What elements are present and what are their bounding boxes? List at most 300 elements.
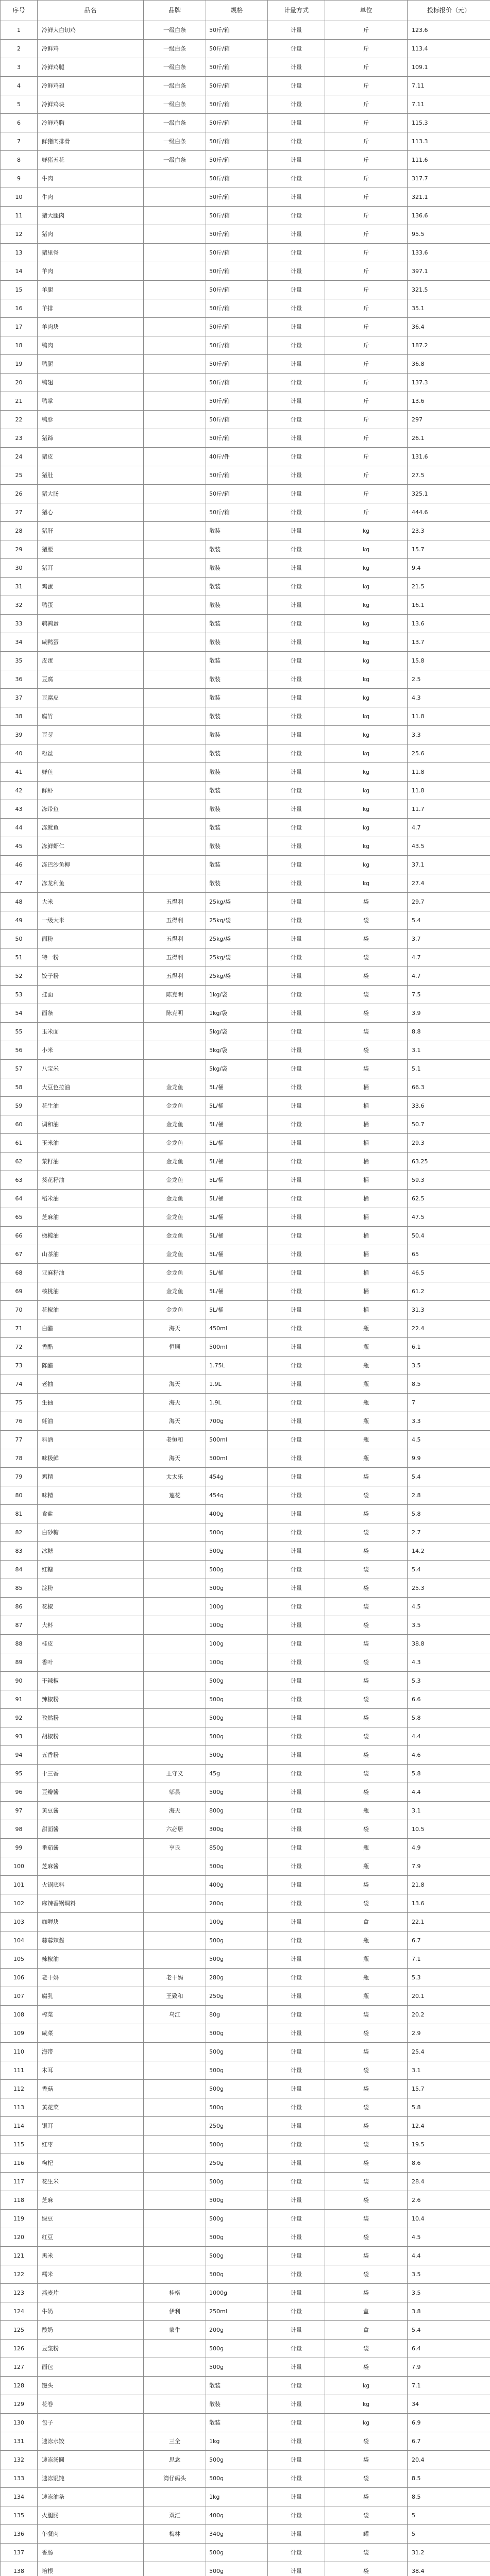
cell-name: 芝麻	[38, 2191, 144, 2210]
cell-brand: 蒙牛	[144, 2321, 206, 2340]
table-row	[1, 1468, 490, 1486]
cell-price: 27.5	[408, 466, 490, 485]
cell-brand: 湾仔码头	[144, 2469, 206, 2488]
cell-price: 13.6	[408, 392, 490, 411]
cell-name: 枸杞	[38, 2154, 144, 2173]
table-row	[1, 2469, 490, 2488]
cell-measure: 计量	[268, 2506, 325, 2525]
cell-brand: 一级白条	[144, 40, 206, 58]
cell-price: 21.5	[408, 578, 490, 596]
cell-measure: 计量	[268, 1486, 325, 1505]
cell-measure: 计量	[268, 1523, 325, 1542]
table-row	[1, 893, 490, 911]
cell-no: 96	[1, 1783, 38, 1802]
table-row	[1, 1041, 490, 1060]
cell-unit: 袋	[325, 1653, 408, 1672]
cell-no: 69	[1, 1282, 38, 1301]
cell-no: 54	[1, 1004, 38, 1023]
cell-name: 鸭翅	[38, 374, 144, 392]
cell-no: 4	[1, 77, 38, 95]
cell-measure: 计量	[268, 336, 325, 355]
cell-spec: 50斤/箱	[206, 58, 268, 77]
cell-price: 3.1	[408, 1802, 490, 1820]
cell-name: 猪皮	[38, 448, 144, 466]
cell-measure: 计量	[268, 1857, 325, 1876]
cell-measure: 计量	[268, 1561, 325, 1579]
cell-measure: 计量	[268, 1375, 325, 1394]
cell-unit: 袋	[325, 1765, 408, 1783]
cell-no: 85	[1, 1579, 38, 1598]
cell-spec: 454g	[206, 1468, 268, 1486]
table-row	[1, 40, 490, 58]
cell-brand	[144, 578, 206, 596]
cell-brand	[144, 392, 206, 411]
cell-price: 6.6	[408, 1690, 490, 1709]
cell-spec: 500g	[206, 2098, 268, 2117]
cell-price: 7.9	[408, 2358, 490, 2377]
cell-measure: 计量	[268, 670, 325, 689]
cell-price: 10.5	[408, 1820, 490, 1839]
table-row	[1, 2340, 490, 2358]
table-row	[1, 559, 490, 578]
table-row	[1, 2414, 490, 2432]
cell-brand: 一级白条	[144, 132, 206, 151]
cell-spec: 100g	[206, 1653, 268, 1672]
cell-price: 137.3	[408, 374, 490, 392]
cell-name: 羊肉块	[38, 318, 144, 336]
cell-price: 4.4	[408, 2247, 490, 2265]
cell-measure: 计量	[268, 1616, 325, 1635]
cell-spec: 1.9L	[206, 1375, 268, 1394]
cell-spec: 500g	[206, 1709, 268, 1727]
cell-price: 6.7	[408, 2432, 490, 2451]
cell-spec: 50斤/箱	[206, 151, 268, 170]
cell-no: 71	[1, 1319, 38, 1338]
cell-brand	[144, 559, 206, 578]
cell-unit: 袋	[325, 1820, 408, 1839]
cell-unit: 斤	[325, 281, 408, 299]
cell-no: 70	[1, 1301, 38, 1319]
cell-name: 糯米	[38, 2265, 144, 2284]
cell-no: 127	[1, 2358, 38, 2377]
cell-measure: 计量	[268, 2358, 325, 2377]
cell-spec: 散装	[206, 874, 268, 893]
table-row	[1, 2377, 490, 2395]
cell-unit: 袋	[325, 2469, 408, 2488]
cell-measure: 计量	[268, 77, 325, 95]
cell-spec: 5L/桶	[206, 1134, 268, 1153]
cell-name: 鲜虾	[38, 782, 144, 800]
cell-name: 胡椒粉	[38, 1727, 144, 1746]
table-row	[1, 151, 490, 170]
cell-name: 冻龙利鱼	[38, 874, 144, 893]
cell-price: 123.6	[408, 21, 490, 40]
cell-unit: kg	[325, 540, 408, 559]
cell-measure: 计量	[268, 1746, 325, 1765]
cell-spec: 50斤/箱	[206, 170, 268, 188]
cell-measure: 计量	[268, 874, 325, 893]
cell-brand	[144, 1542, 206, 1561]
cell-spec: 400g	[206, 1876, 268, 1894]
cell-brand: 金龙鱼	[144, 1282, 206, 1301]
cell-no: 68	[1, 1264, 38, 1282]
cell-name: 猪蹄	[38, 429, 144, 448]
cell-name: 味极鲜	[38, 1449, 144, 1468]
cell-brand	[144, 2340, 206, 2358]
cell-spec: 5L/桶	[206, 1115, 268, 1134]
cell-price: 4.7	[408, 819, 490, 837]
cell-brand	[144, 466, 206, 485]
cell-measure: 计量	[268, 2469, 325, 2488]
cell-price: 3.8	[408, 2302, 490, 2321]
table-row	[1, 1765, 490, 1783]
cell-price: 3.5	[408, 1357, 490, 1375]
cell-unit: 斤	[325, 114, 408, 132]
cell-measure: 计量	[268, 1431, 325, 1449]
cell-unit: 袋	[325, 911, 408, 930]
cell-no: 123	[1, 2284, 38, 2302]
cell-measure: 计量	[268, 1282, 325, 1301]
cell-measure: 计量	[268, 466, 325, 485]
table-row	[1, 503, 490, 522]
cell-measure: 计量	[268, 1598, 325, 1616]
table-row	[1, 1338, 490, 1357]
table-row	[1, 1264, 490, 1282]
cell-no: 37	[1, 689, 38, 707]
cell-brand	[144, 782, 206, 800]
cell-unit: 瓶	[325, 1338, 408, 1357]
table-row	[1, 540, 490, 559]
cell-price: 2.8	[408, 1486, 490, 1505]
cell-unit: 袋	[325, 2210, 408, 2228]
cell-spec: 500g	[206, 1746, 268, 1765]
cell-name: 橄榄油	[38, 1227, 144, 1245]
cell-spec: 500g	[206, 2024, 268, 2043]
table-row	[1, 1783, 490, 1802]
cell-spec: 50斤/箱	[206, 355, 268, 374]
cell-brand	[144, 1635, 206, 1653]
cell-measure: 计量	[268, 2061, 325, 2080]
cell-spec: 500g	[206, 1542, 268, 1561]
cell-price: 11.8	[408, 782, 490, 800]
cell-price: 4.3	[408, 1653, 490, 1672]
cell-price: 136.6	[408, 207, 490, 225]
cell-unit: 斤	[325, 355, 408, 374]
cell-name: 核桃油	[38, 1282, 144, 1301]
cell-brand: 伊利	[144, 2302, 206, 2321]
cell-name: 银耳	[38, 2117, 144, 2136]
cell-unit: 袋	[325, 1616, 408, 1635]
cell-unit: kg	[325, 874, 408, 893]
cell-name: 咸鸭蛋	[38, 633, 144, 652]
cell-unit: 盒	[325, 2321, 408, 2340]
cell-spec: 100g	[206, 1635, 268, 1653]
cell-brand	[144, 1709, 206, 1727]
table-row	[1, 2544, 490, 2562]
cell-name: 猪肉	[38, 225, 144, 244]
cell-spec: 1kg/袋	[206, 1004, 268, 1023]
cell-name: 包子	[38, 2414, 144, 2432]
cell-spec: 50斤/箱	[206, 77, 268, 95]
header-name: 品名	[38, 1, 144, 21]
cell-spec: 50斤/箱	[206, 299, 268, 318]
cell-no: 2	[1, 40, 38, 58]
cell-price: 7.1	[408, 2377, 490, 2395]
cell-no: 20	[1, 374, 38, 392]
cell-name: 豆腐	[38, 670, 144, 689]
cell-price: 61.2	[408, 1282, 490, 1301]
cell-no: 64	[1, 1190, 38, 1208]
cell-no: 35	[1, 652, 38, 670]
cell-price: 5	[408, 2506, 490, 2525]
cell-brand	[144, 2562, 206, 2576]
cell-measure: 计量	[268, 1876, 325, 1894]
cell-unit: 袋	[325, 1579, 408, 1598]
cell-unit: 斤	[325, 207, 408, 225]
cell-brand	[144, 726, 206, 744]
cell-unit: 桶	[325, 1115, 408, 1134]
cell-brand: 海天	[144, 1449, 206, 1468]
cell-no: 48	[1, 893, 38, 911]
cell-name: 鸡精	[38, 1468, 144, 1486]
cell-measure: 计量	[268, 1820, 325, 1839]
cell-brand	[144, 744, 206, 763]
table-row	[1, 2321, 490, 2340]
cell-measure: 计量	[268, 2488, 325, 2506]
table-row	[1, 633, 490, 652]
cell-brand	[144, 411, 206, 429]
cell-brand	[144, 485, 206, 503]
cell-price: 4.7	[408, 967, 490, 986]
table-row	[1, 1542, 490, 1561]
cell-name: 鹌鹑蛋	[38, 615, 144, 633]
cell-name: 冻带鱼	[38, 800, 144, 819]
cell-name: 黄豆酱	[38, 1802, 144, 1820]
table-row	[1, 1134, 490, 1153]
cell-unit: 盒	[325, 1913, 408, 1931]
cell-no: 1	[1, 21, 38, 40]
cell-brand	[144, 2098, 206, 2117]
cell-spec: 100g	[206, 1913, 268, 1931]
cell-measure: 计量	[268, 633, 325, 652]
cell-unit: 斤	[325, 299, 408, 318]
cell-brand: 六必居	[144, 1820, 206, 1839]
table-row	[1, 448, 490, 466]
cell-measure: 计量	[268, 225, 325, 244]
cell-no: 45	[1, 837, 38, 856]
cell-no: 92	[1, 1709, 38, 1727]
cell-name: 老抽	[38, 1375, 144, 1394]
cell-brand: 五得利	[144, 893, 206, 911]
cell-measure: 计量	[268, 1839, 325, 1857]
table-row	[1, 429, 490, 448]
cell-name: 辣椒油	[38, 1950, 144, 1969]
cell-price: 187.2	[408, 336, 490, 355]
cell-no: 42	[1, 782, 38, 800]
cell-name: 花生油	[38, 1097, 144, 1115]
cell-brand: 金龙鱼	[144, 1134, 206, 1153]
cell-name: 五香粉	[38, 1746, 144, 1765]
cell-brand	[144, 225, 206, 244]
cell-price: 23.3	[408, 522, 490, 540]
cell-brand	[144, 374, 206, 392]
cell-price: 2.9	[408, 2024, 490, 2043]
cell-price: 4.3	[408, 689, 490, 707]
cell-name: 冰糖	[38, 1542, 144, 1561]
cell-brand: 海天	[144, 1375, 206, 1394]
cell-no: 75	[1, 1394, 38, 1412]
cell-brand: 郫县	[144, 1783, 206, 1802]
cell-measure: 计量	[268, 1653, 325, 1672]
cell-spec: 500g	[206, 2469, 268, 2488]
cell-price: 11.8	[408, 763, 490, 782]
cell-spec: 500ml	[206, 1338, 268, 1357]
cell-spec: 500ml	[206, 1449, 268, 1468]
cell-spec: 散装	[206, 559, 268, 578]
cell-spec: 45g	[206, 1765, 268, 1783]
cell-no: 111	[1, 2061, 38, 2080]
cell-price: 13.7	[408, 633, 490, 652]
cell-no: 43	[1, 800, 38, 819]
cell-name: 豆腐皮	[38, 689, 144, 707]
cell-measure: 计量	[268, 2525, 325, 2544]
cell-unit: 袋	[325, 2506, 408, 2525]
cell-no: 14	[1, 262, 38, 281]
cell-spec: 25kg/袋	[206, 967, 268, 986]
cell-unit: 瓶	[325, 1412, 408, 1431]
cell-unit: 斤	[325, 411, 408, 429]
cell-no: 88	[1, 1635, 38, 1653]
cell-brand	[144, 1523, 206, 1542]
cell-brand	[144, 1616, 206, 1635]
cell-brand	[144, 2043, 206, 2061]
cell-price: 8.8	[408, 1023, 490, 1041]
cell-spec: 5L/桶	[206, 1301, 268, 1319]
cell-measure: 计量	[268, 1709, 325, 1727]
cell-measure: 计量	[268, 2377, 325, 2395]
cell-unit: 袋	[325, 2451, 408, 2469]
cell-spec: 850g	[206, 1839, 268, 1857]
cell-measure: 计量	[268, 559, 325, 578]
cell-name: 红糖	[38, 1561, 144, 1579]
cell-price: 3.3	[408, 726, 490, 744]
cell-spec: 散装	[206, 540, 268, 559]
cell-brand	[144, 1690, 206, 1709]
cell-no: 80	[1, 1486, 38, 1505]
cell-name: 腐乳	[38, 1987, 144, 2006]
cell-name: 酸奶	[38, 2321, 144, 2340]
cell-price: 35.1	[408, 299, 490, 318]
cell-name: 馒头	[38, 2377, 144, 2395]
table-row	[1, 615, 490, 633]
cell-measure: 计量	[268, 2080, 325, 2098]
cell-name: 猪肚	[38, 466, 144, 485]
cell-brand	[144, 1727, 206, 1746]
cell-spec: 400g	[206, 2506, 268, 2525]
cell-spec: 5L/桶	[206, 1264, 268, 1282]
cell-unit: 桶	[325, 1301, 408, 1319]
cell-brand	[144, 1672, 206, 1690]
cell-brand	[144, 2265, 206, 2284]
cell-spec: 散装	[206, 689, 268, 707]
cell-no: 19	[1, 355, 38, 374]
cell-name: 麻辣香锅调料	[38, 1894, 144, 1913]
cell-measure: 计量	[268, 763, 325, 782]
cell-no: 133	[1, 2469, 38, 2488]
cell-measure: 计量	[268, 170, 325, 188]
cell-measure: 计量	[268, 1023, 325, 1041]
cell-no: 25	[1, 466, 38, 485]
cell-unit: kg	[325, 782, 408, 800]
cell-unit: kg	[325, 689, 408, 707]
cell-no: 131	[1, 2432, 38, 2451]
cell-measure: 计量	[268, 1097, 325, 1115]
cell-spec: 50斤/箱	[206, 95, 268, 114]
cell-unit: 袋	[325, 2173, 408, 2191]
cell-price: 20.1	[408, 1987, 490, 2006]
cell-price: 109.1	[408, 58, 490, 77]
cell-measure: 计量	[268, 819, 325, 837]
cell-measure: 计量	[268, 856, 325, 874]
cell-no: 12	[1, 225, 38, 244]
cell-measure: 计量	[268, 2210, 325, 2228]
cell-measure: 计量	[268, 893, 325, 911]
cell-spec: 50斤/箱	[206, 466, 268, 485]
cell-unit: 瓶	[325, 1357, 408, 1375]
cell-price: 4.5	[408, 2228, 490, 2247]
cell-brand: 三全	[144, 2432, 206, 2451]
cell-no: 86	[1, 1598, 38, 1616]
cell-no: 18	[1, 336, 38, 355]
cell-measure: 计量	[268, 1579, 325, 1598]
cell-spec: 50斤/箱	[206, 207, 268, 225]
cell-no: 32	[1, 596, 38, 615]
cell-unit: 袋	[325, 2061, 408, 2080]
cell-price: 21.8	[408, 1876, 490, 1894]
cell-price: 10.4	[408, 2210, 490, 2228]
cell-measure: 计量	[268, 1412, 325, 1431]
table-row	[1, 2247, 490, 2265]
cell-unit: 袋	[325, 1041, 408, 1060]
cell-measure: 计量	[268, 2043, 325, 2061]
cell-brand: 老干妈	[144, 1969, 206, 1987]
cell-spec: 5L/桶	[206, 1227, 268, 1245]
cell-brand: 一级白条	[144, 151, 206, 170]
cell-price: 325.1	[408, 485, 490, 503]
cell-no: 121	[1, 2247, 38, 2265]
cell-spec: 500g	[206, 2173, 268, 2191]
cell-unit: 罐	[325, 2525, 408, 2544]
cell-no: 120	[1, 2228, 38, 2247]
cell-no: 6	[1, 114, 38, 132]
cell-unit: 袋	[325, 1894, 408, 1913]
cell-no: 8	[1, 151, 38, 170]
cell-price: 3.5	[408, 2284, 490, 2302]
cell-unit: kg	[325, 652, 408, 670]
cell-spec: 454g	[206, 1486, 268, 1505]
cell-no: 11	[1, 207, 38, 225]
cell-no: 113	[1, 2098, 38, 2117]
table-row	[1, 1097, 490, 1115]
cell-brand	[144, 1561, 206, 1579]
table-row	[1, 930, 490, 948]
table-row	[1, 1913, 490, 1931]
cell-unit: 袋	[325, 2265, 408, 2284]
table-row	[1, 1431, 490, 1449]
cell-price: 3.5	[408, 1616, 490, 1635]
cell-measure: 计量	[268, 782, 325, 800]
cell-price: 11.7	[408, 800, 490, 819]
